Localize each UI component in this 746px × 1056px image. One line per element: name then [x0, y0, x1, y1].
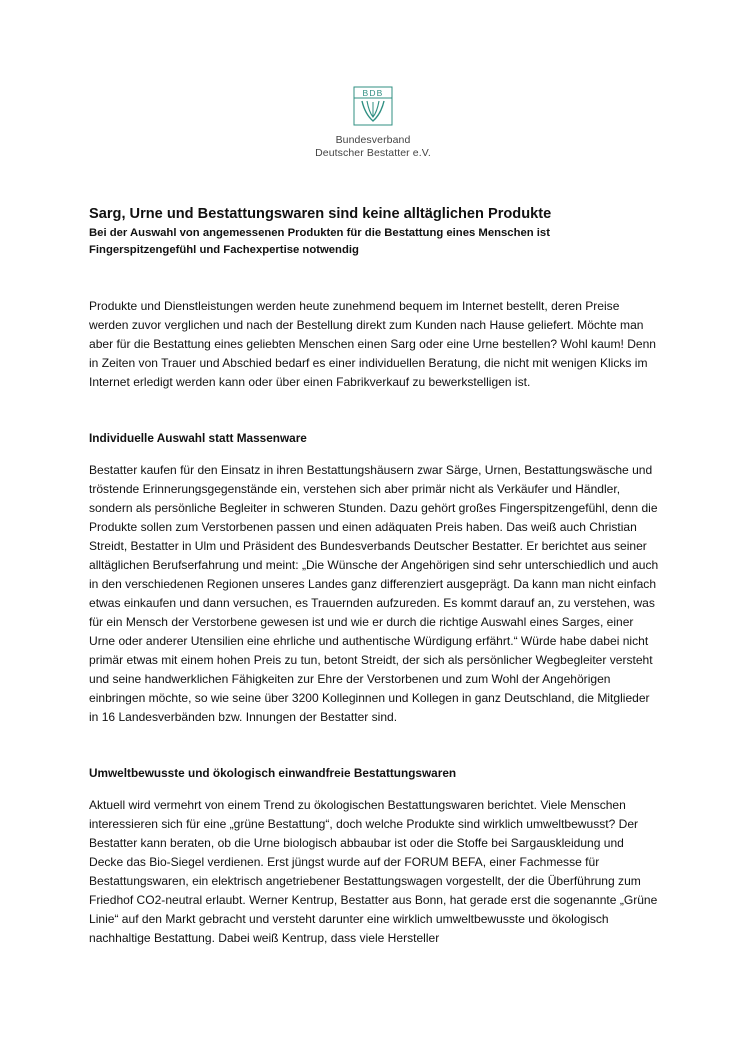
- section-paragraph-individual-selection: Bestatter kaufen für den Einsatz in ihren Bestattungshäusern zwar Särge, Urnen, Bestattungswäsche und tröstende Erinnerungsgegenstände ein, verstehen sich aber primär nicht als Verkäufer und Händler, sondern als persönliche Begleiter in schweren Stunden. Dazu gehört großes Fingerspitzengefühl, denn die Produkte sollen zum Verstorbenen passen und einen adäquaten Preis haben. Das weiß auch Christian Streidt, Bestatter in Ulm und Präsident des Bundesverbands Deutscher Bestatter. Er berichtet aus seiner alltäglichen Berufserfahrung und meint: „Die Wünsche der Angehörigen sind sehr unterschiedlich und auch in den verschiedenen Regionen unseres Landes ganz differenziert ausgeprägt. Da kann man nicht einfach etwas einkaufen und dann versuchen, es Trauernden aufzureden. Es kommt darauf an, zu verstehen, was für ein Mensch der Verstorbene gewesen ist und wie er durch die richtige Auswahl eines Sarges, einer Urne oder anderer Utensilien eine ehrliche und authentische Würdigung erfährt.“ Würde habe dabei nicht primär etwas mit einem hohen Preis zu tun, betont Streidt, der sich als persönlicher Wegbegleiter versteht und seine handwerklichen Fähigkeiten zur Ehre der Verstorbenen und zum Wohl der Angehörigen einbringen möchte, so wie seine über 3200 Kolleginnen und Kollegen in ganz Deutschland, die Mitglieder in 16 Landesverbänden bzw. Innungen der Bestatter sind.: [89, 463, 659, 724]
- intro-paragraph: Produkte und Dienstleistungen werden heute zunehmend bequem im Internet bestellt, deren Preise werden zuvor verglichen und nach der Bestellung direkt zum Kunden nach Hause geliefert. Möchte man aber für die Bestattung eines geliebten Menschen einen Sarg oder eine Urne bestellen? Wohl kaum! Denn in Zeiten von Trauer und Abschied bedarf es einer individuellen Beratung, die nicht mit wenigen Klicks im Internet erledigt werden kann oder über einen Fabrikverkauf zu bewerkstelligen ist.: [89, 299, 657, 389]
- article: [89, 205, 659, 948]
- bdb-logo: [0, 86, 746, 159]
- logo-text-line1: Bundesverband: [335, 134, 411, 146]
- bdb-emblem-icon: [353, 86, 393, 126]
- logo-text-line2: Deutscher Bestatter e.V.: [315, 146, 431, 159]
- article-subtitle: Bei der Auswahl von angemessenen Produkten für die Bestattung eines Menschen ist Fingerspitzengefühl und Fachexpertise notwendig: [89, 227, 550, 256]
- article-title: Sarg, Urne und Bestattungswaren sind keine alltäglichen Produkte: [89, 206, 552, 222]
- section-heading-eco-products: Umweltbewusste und ökologisch einwandfreie Bestattungswaren: [89, 766, 457, 780]
- section-paragraph-eco-products: Aktuell wird vermehrt von einem Trend zu ökologischen Bestattungswaren berichtet. Viele Menschen interessieren sich für eine „grüne Bestattung“, doch welche Produkte sind wirklich umweltbewusst? Der Bestatter kann beraten, ob die Urne biologisch abbaubar ist oder die Stoffe bei Sargauskleidung und Decke das Bio-Siegel verdienen. Erst jüngst wurde auf der FORUM BEFA, einer Fachmesse für Bestattungswaren, ein elektrisch angetriebener Bestattungswagen vorgestellt, der die Überführung zum Friedhof CO2-neutral erlaubt. Werner Kentrup, Bestatter aus Bonn, hat gerade erst die sogenannte „Grüne Linie“ auf den Markt gebracht und versteht darunter eine wirklich umweltbewusste und ökologisch nachhaltige Bestattung. Dabei weiß Kentrup, dass viele Hersteller: [89, 798, 658, 945]
- section-heading-individual-selection: Individuelle Auswahl statt Massenware: [89, 431, 307, 445]
- logo-letters: BDB: [362, 88, 384, 98]
